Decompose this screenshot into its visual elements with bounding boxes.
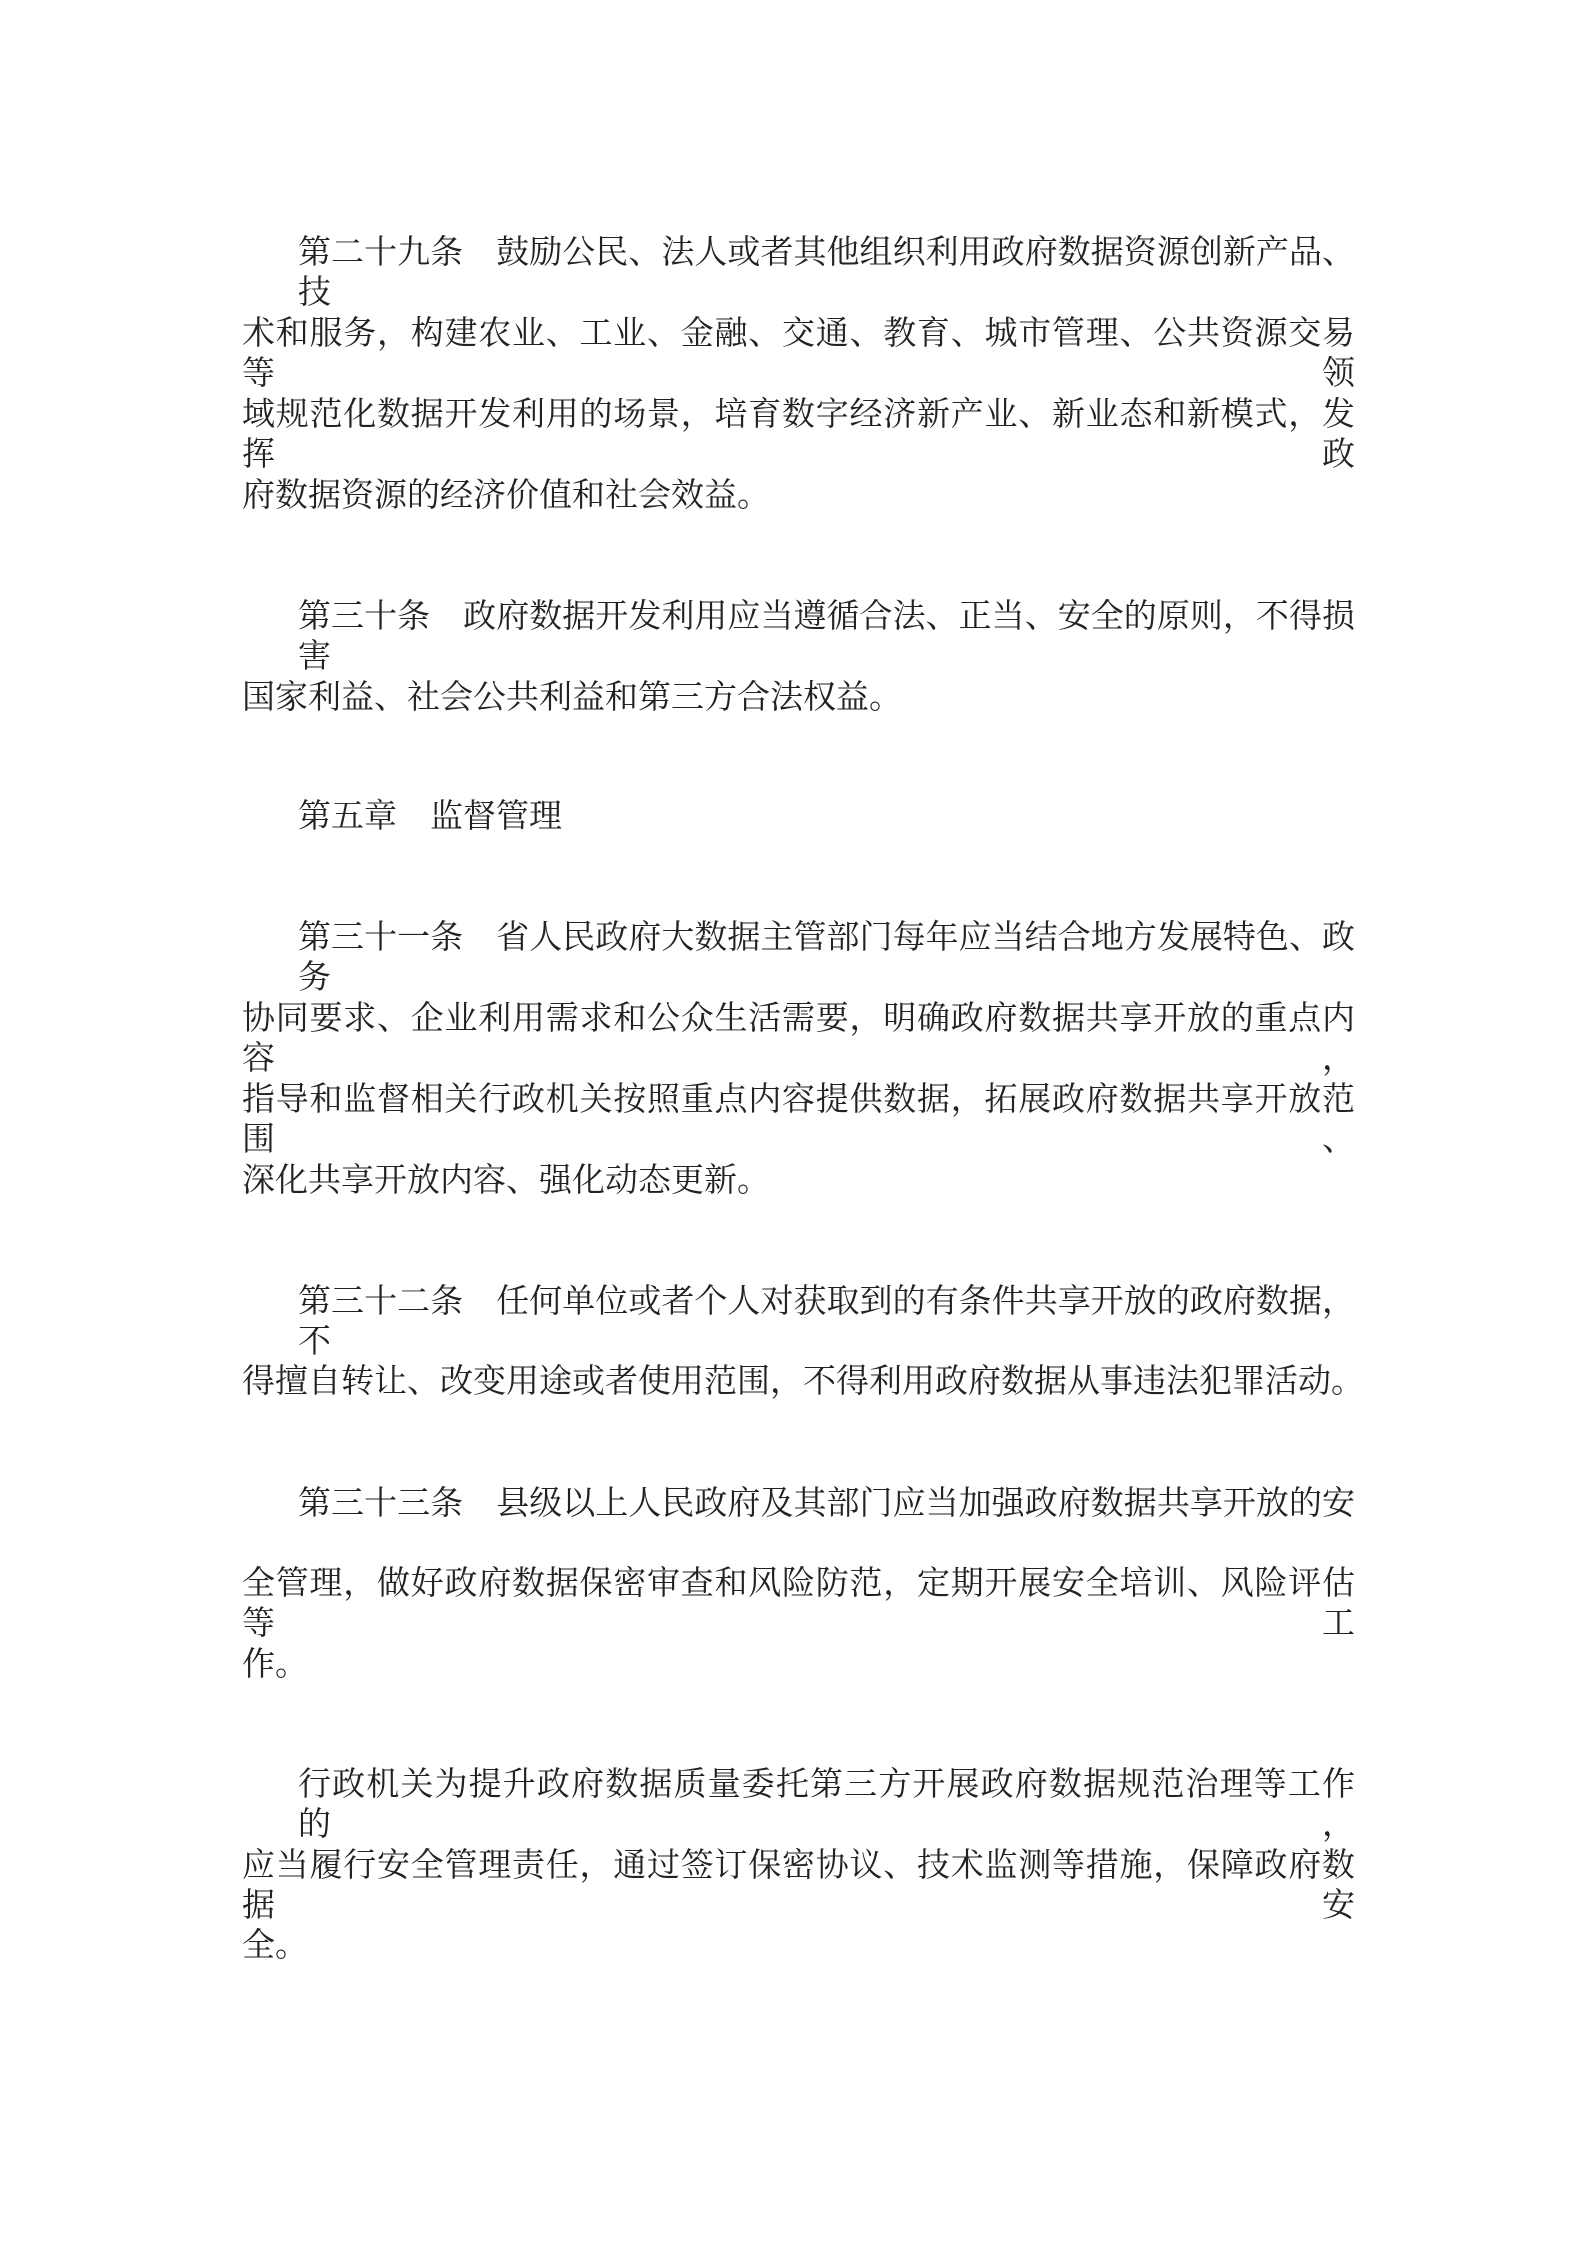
text-line: 作。 (242, 1644, 308, 1683)
text-line: 第二十九条 鼓励公民、法人或者其他组织利用政府数据资源创新产品、技 (298, 232, 1355, 311)
text-line: 深化共享开放内容、强化动态更新。 (242, 1160, 770, 1199)
text-line: 府数据资源的经济价值和社会效益。 (242, 475, 770, 514)
text-line: 第三十三条 县级以上人民政府及其部门应当加强政府数据共享开放的安 (298, 1483, 1355, 1522)
text-line: 协同要求、企业利用需求和公众生活需要，明确政府数据共享开放的重点内容， (242, 998, 1355, 1077)
text-line: 第三十条 政府数据开发利用应当遵循合法、正当、安全的原则，不得损害 (298, 596, 1355, 675)
text-line: 得擅自转让、改变用途或者使用范围，不得利用政府数据从事违法犯罪活动。 (242, 1361, 1364, 1400)
text-line: 术和服务，构建农业、工业、金融、交通、教育、城市管理、公共资源交易等领 (242, 313, 1355, 392)
text-line: 域规范化数据开发利用的场景，培育数字经济新产业、新业态和新模式，发挥政 (242, 394, 1355, 473)
text-line: 国家利益、社会公共利益和第三方合法权益。 (242, 677, 902, 716)
text-line: 应当履行安全管理责任，通过签订保密协议、技术监测等措施，保障政府数据安 (242, 1845, 1355, 1924)
text-line: 第三十二条 任何单位或者个人对获取到的有条件共享开放的政府数据，不 (298, 1281, 1355, 1360)
text-line: 全。 (242, 1925, 308, 1964)
text-line: 全管理，做好政府数据保密审查和风险防范，定期开展安全培训、风险评估等工 (242, 1563, 1355, 1642)
text-line: 指导和监督相关行政机关按照重点内容提供数据，拓展政府数据共享开放范围、 (242, 1079, 1355, 1158)
text-line: 第三十一条 省人民政府大数据主管部门每年应当结合地方发展特色、政务 (298, 917, 1355, 996)
text-line: 行政机关为提升政府数据质量委托第三方开展政府数据规范治理等工作的， (298, 1764, 1355, 1843)
text-line: 第五章 监督管理 (298, 796, 562, 835)
